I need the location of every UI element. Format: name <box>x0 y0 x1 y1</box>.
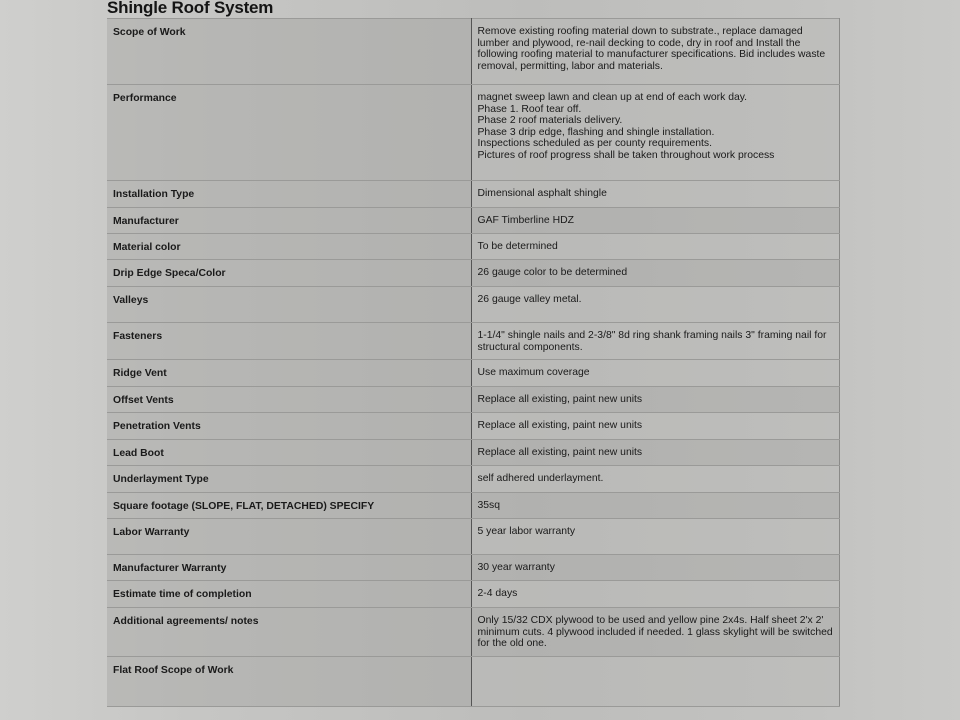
row-value <box>471 519 840 555</box>
row-label: Flat Roof Scope of Work <box>107 657 471 707</box>
table-row <box>107 260 840 287</box>
row-label: Valleys <box>107 287 471 323</box>
value-line: GAF Timberline HDZ <box>477 215 574 226</box>
table-row <box>107 19 840 85</box>
row-value <box>471 608 840 657</box>
row-label: Installation Type <box>107 181 471 208</box>
row-label: Drip Edge Speca/Color <box>107 260 471 287</box>
row-value <box>471 360 840 387</box>
row-label: Ridge Vent <box>107 360 471 387</box>
value-line: Inspections scheduled as per county requirements. <box>477 138 712 150</box>
table-row <box>107 387 840 413</box>
table-row <box>107 608 840 657</box>
row-label: Labor Warranty <box>107 519 471 555</box>
row-value <box>471 19 840 85</box>
value-line: 26 gauge valley metal. <box>477 294 582 305</box>
row-value <box>471 323 840 360</box>
row-value <box>471 440 840 466</box>
row-value <box>471 466 840 493</box>
row-value <box>471 260 840 287</box>
value-line: Use maximum coverage <box>477 367 590 378</box>
table-row <box>107 323 840 360</box>
value-line: Replace all existing, paint new units <box>477 420 643 431</box>
table-row <box>107 85 840 181</box>
row-value <box>471 287 840 323</box>
value-line: Replace all existing, paint new units <box>477 447 643 458</box>
row-label: Manufacturer <box>107 208 471 234</box>
value-line: 30 year warranty <box>477 562 555 573</box>
value-line: 26 gauge color to be determined <box>477 267 628 278</box>
value-line: Phase 1. Roof tear off. <box>477 103 582 115</box>
row-value <box>471 85 840 181</box>
table-row <box>107 287 840 323</box>
value-line: self adhered underlayment. <box>477 473 604 484</box>
value-line: Replace all existing, paint new units <box>477 394 643 405</box>
table-row <box>107 181 840 208</box>
value-line: 5 year labor warranty <box>477 526 576 537</box>
row-label: Estimate time of completion <box>107 581 471 608</box>
table-row <box>107 555 840 581</box>
table-row <box>107 413 840 440</box>
table-row <box>107 208 840 234</box>
document-title: Shingle Roof System <box>107 0 274 17</box>
table-row <box>107 581 840 608</box>
value-line: Dimensional asphalt shingle <box>477 188 607 199</box>
table-row <box>107 360 840 387</box>
row-value <box>471 413 840 440</box>
row-label: Lead Boot <box>107 440 471 466</box>
table-row <box>107 466 840 493</box>
table-row <box>107 440 840 466</box>
row-value <box>471 493 840 519</box>
value-line: 2-4 days <box>477 588 518 599</box>
row-label: Additional agreements/ notes <box>107 608 471 657</box>
value-line: Remove existing roofing material down to substrate., replace damaged lumber and plywood, re-nail decking to code, dry in roof and Install the following roofing material to manufacturer specifications. Bid includes waste removal, permitting, labor and materials. <box>477 26 826 72</box>
row-value <box>471 581 840 608</box>
row-label: Scope of Work <box>107 19 471 85</box>
value-line: Pictures of roof progress shall be taken throughout work process <box>477 149 775 161</box>
row-label: Square footage (SLOPE, FLAT, DETACHED) SPECIFY <box>107 493 471 519</box>
row-value <box>471 208 840 234</box>
row-value <box>471 181 840 208</box>
row-value <box>471 387 840 413</box>
value-line: 1-1/4" shingle nails and 2-3/8" 8d ring shank framing nails 3" framing nail for structural components. <box>477 330 827 353</box>
table-row <box>107 234 840 260</box>
table-row <box>107 493 840 519</box>
value-line: magnet sweep lawn and clean up at end of each work day. <box>477 92 748 103</box>
spec-table <box>107 18 840 707</box>
row-label: Fasteners <box>107 323 471 360</box>
table-row <box>107 519 840 555</box>
value-line: 35sq <box>477 500 501 511</box>
row-label: Manufacturer Warranty <box>107 555 471 581</box>
table-row <box>107 657 840 707</box>
row-value <box>471 657 840 707</box>
value-line: Only 15/32 CDX plywood to be used and yellow pine 2x4s. Half sheet 2'x 2' minimum cuts. 4 plywood included if needed. 1 glass skylight will be switched for the old one. <box>477 615 833 650</box>
row-value <box>471 234 840 260</box>
row-label: Offset Vents <box>107 387 471 413</box>
row-value <box>471 555 840 581</box>
value-line: Phase 2 roof materials delivery. <box>477 115 623 127</box>
row-label: Material color <box>107 234 471 260</box>
row-label: Underlayment Type <box>107 466 471 493</box>
row-label: Penetration Vents <box>107 413 471 440</box>
row-label: Performance <box>107 85 471 181</box>
value-line: To be determined <box>477 241 558 252</box>
value-line: Phase 3 drip edge, flashing and shingle installation. <box>477 126 715 138</box>
